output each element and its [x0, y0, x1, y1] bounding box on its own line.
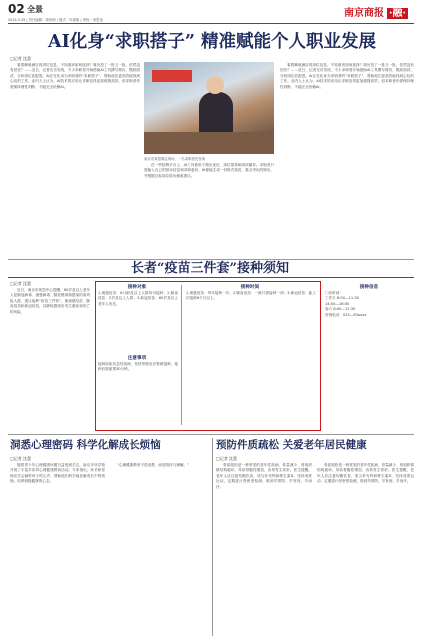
schedule-hours-2: 14:00—16:00 — [325, 301, 350, 306]
vertical-divider — [212, 438, 213, 636]
box-title-4: 接种信息 — [359, 285, 379, 290]
article1-col2 — [144, 163, 274, 255]
article3-col1 — [10, 463, 105, 635]
box-title-2: 接种时间 — [240, 285, 260, 290]
schedule-label: 门诊时间： — [325, 291, 343, 295]
article4-title: 预防件质疏松 关爱老年居民健康 — [216, 439, 367, 451]
photo-desk — [144, 132, 274, 154]
schedule-hours-3: 周六 8:00—11:30 — [325, 307, 356, 312]
logo-sub: ·融· — [389, 8, 406, 19]
article1-body-cont: 在一些招聘平台上，AI工具被用于简历优化、岗位推荐和面试辅导。求职者只需输入自己的基本信息和求职意向，AI便能生成一份格式规范、重点突出的简历，并根据目标岗位给出修改建议。 — [144, 163, 274, 178]
article1-body: 看着琳琅满目的岗位信息，不知道该如何选择？简历投了一批又一批，依然没有回音？……近日，记者走访发现，不少求职者开始借助AI工具撰写简历、模拟面试、分析岗位匹配度。AI正在化身为求职者的“求职搭子”，帮助他们更高效地找到心仪的工作。业内人士认为，AI技术的应用让求职变得更加便捷高效，但求职者仍需保持理性判断，不能完全依赖AI。 — [10, 63, 140, 89]
box-title-1: 接种对象 — [127, 285, 147, 290]
box-title-3: 注意事项 — [127, 356, 147, 361]
article4-body-cont: 骨质疏松是一种常见的老年性疾病，骨量减少、骨组织微结构破坏，导致骨脆性增加，容易发生骨折。医生提醒，老年人应注意均衡饮食，适当补充钙和维生素D，坚持适度运动，定期进行骨密度检测，做到早预防、早发现、早治疗。 — [317, 463, 414, 484]
logo-text: 南京商报 — [344, 8, 384, 19]
schedule-block — [325, 291, 413, 429]
article1-body-col3: 看着琳琅满目的岗位信息，不知道该如何选择？简历投了一批又一批，依然没有回音？……近日，记者走访发现，不少求职者开始借助AI工具撰写简历、模拟面试、分析岗位匹配度。AI正在化身为求职者的“求职搭子”，帮助他们更高效地找到心仪的工作。业内人士认为，AI技术的应用让求职变得更加便捷高效，但求职者仍需保持理性判断，不能完全依赖AI。 — [280, 63, 414, 89]
article2-title: 长者“疫苗三件套”接种须知 — [131, 261, 289, 276]
box-divider — [181, 285, 182, 425]
article4-col1 — [216, 463, 312, 635]
article1-title: AI化身“求职搭子” 精准赋能个人职业发展 — [48, 32, 376, 52]
box-body-3: 接种前如有急性疾病、发热等情况应暂缓接种，接种后需留观30分钟。 — [98, 362, 178, 372]
schedule-phone: 咨询电话：025—83xxxx — [325, 312, 367, 317]
header-meta: 2024.5.29 | 责任编辑：廖泽洲 | 版式：叶素敏 | 审校：何思蓓 — [8, 18, 103, 22]
article1-col1 — [10, 63, 140, 255]
newspaper-logo — [344, 4, 408, 19]
box-body-2: 1.流感疫苗：每年接种一次；2.肺炎疫苗：一般只需接种一剂；3.新冠疫苗：距上次接种6个月以上。 — [186, 291, 316, 301]
article3-title: 洞悉心理密码 科学化解成长烦恼 — [10, 439, 161, 451]
article4-byline: □记者 沈蕾 — [216, 456, 238, 461]
article1-byline: □记者 沈蕾 — [10, 56, 32, 61]
divider-2 — [8, 434, 414, 435]
photo-person-head — [206, 76, 224, 94]
article2-col1 — [10, 288, 90, 428]
article3-byline: □记者 沈蕾 — [10, 456, 32, 461]
article3-body: 随着青少年心理健康问题日益受到关注，南京多所学校开展了丰富多彩的心理健康教育活动。专家指出，家长和老师应学会倾听孩子的心声，帮助他们科学地化解成长中的烦恼，培养积极健康的心态。 — [10, 463, 105, 484]
article4-body: 骨质疏松是一种常见的老年性疾病，骨量减少、骨组织微结构破坏，导致骨脆性增加，容易发生骨折。医生提醒，老年人应注意均衡饮食，适当补充钙和维生素D，坚持适度运动，定期进行骨密度检测，做到早预防、早发现、早治疗。 — [216, 463, 312, 489]
schedule-hours-1: 工作日 8:00—11:30 — [325, 296, 359, 301]
article3-quote: “心理健康教育不是说教，而是陪伴与理解。” — [117, 463, 190, 467]
photo-caption: 南京市某招聘会现场，一名求职者在咨询 — [144, 157, 206, 161]
section-title: 全景 — [27, 5, 43, 14]
article2-byline: □记者 沈蕾 — [10, 281, 32, 286]
article3-col2 — [110, 463, 208, 635]
divider-1 — [8, 259, 414, 260]
article2-body: 近日，南京市疾控中心提醒，60岁及以上老年人是新冠病毒、流感病毒、肺炎链球菌感染的高风险人群，建议接种“疫苗三件套”，即流感疫苗、肺炎疫苗和新冠疫苗，以降低感染后发生重症和死亡的风险。 — [10, 288, 90, 314]
header-rule — [8, 23, 414, 24]
box-body-1: 1.流感疫苗：6月龄及以上人群均可接种；2.肺炎疫苗：2岁及以上人群；3.新冠疫苗：60岁及以上老年人优先。 — [98, 291, 178, 306]
article1-col3 — [280, 63, 414, 255]
article2-title-rule — [8, 277, 414, 278]
photo-banner — [152, 70, 192, 82]
article4-col2 — [317, 463, 414, 635]
page-number: 02 — [8, 2, 25, 16]
article1-photo — [144, 62, 274, 154]
